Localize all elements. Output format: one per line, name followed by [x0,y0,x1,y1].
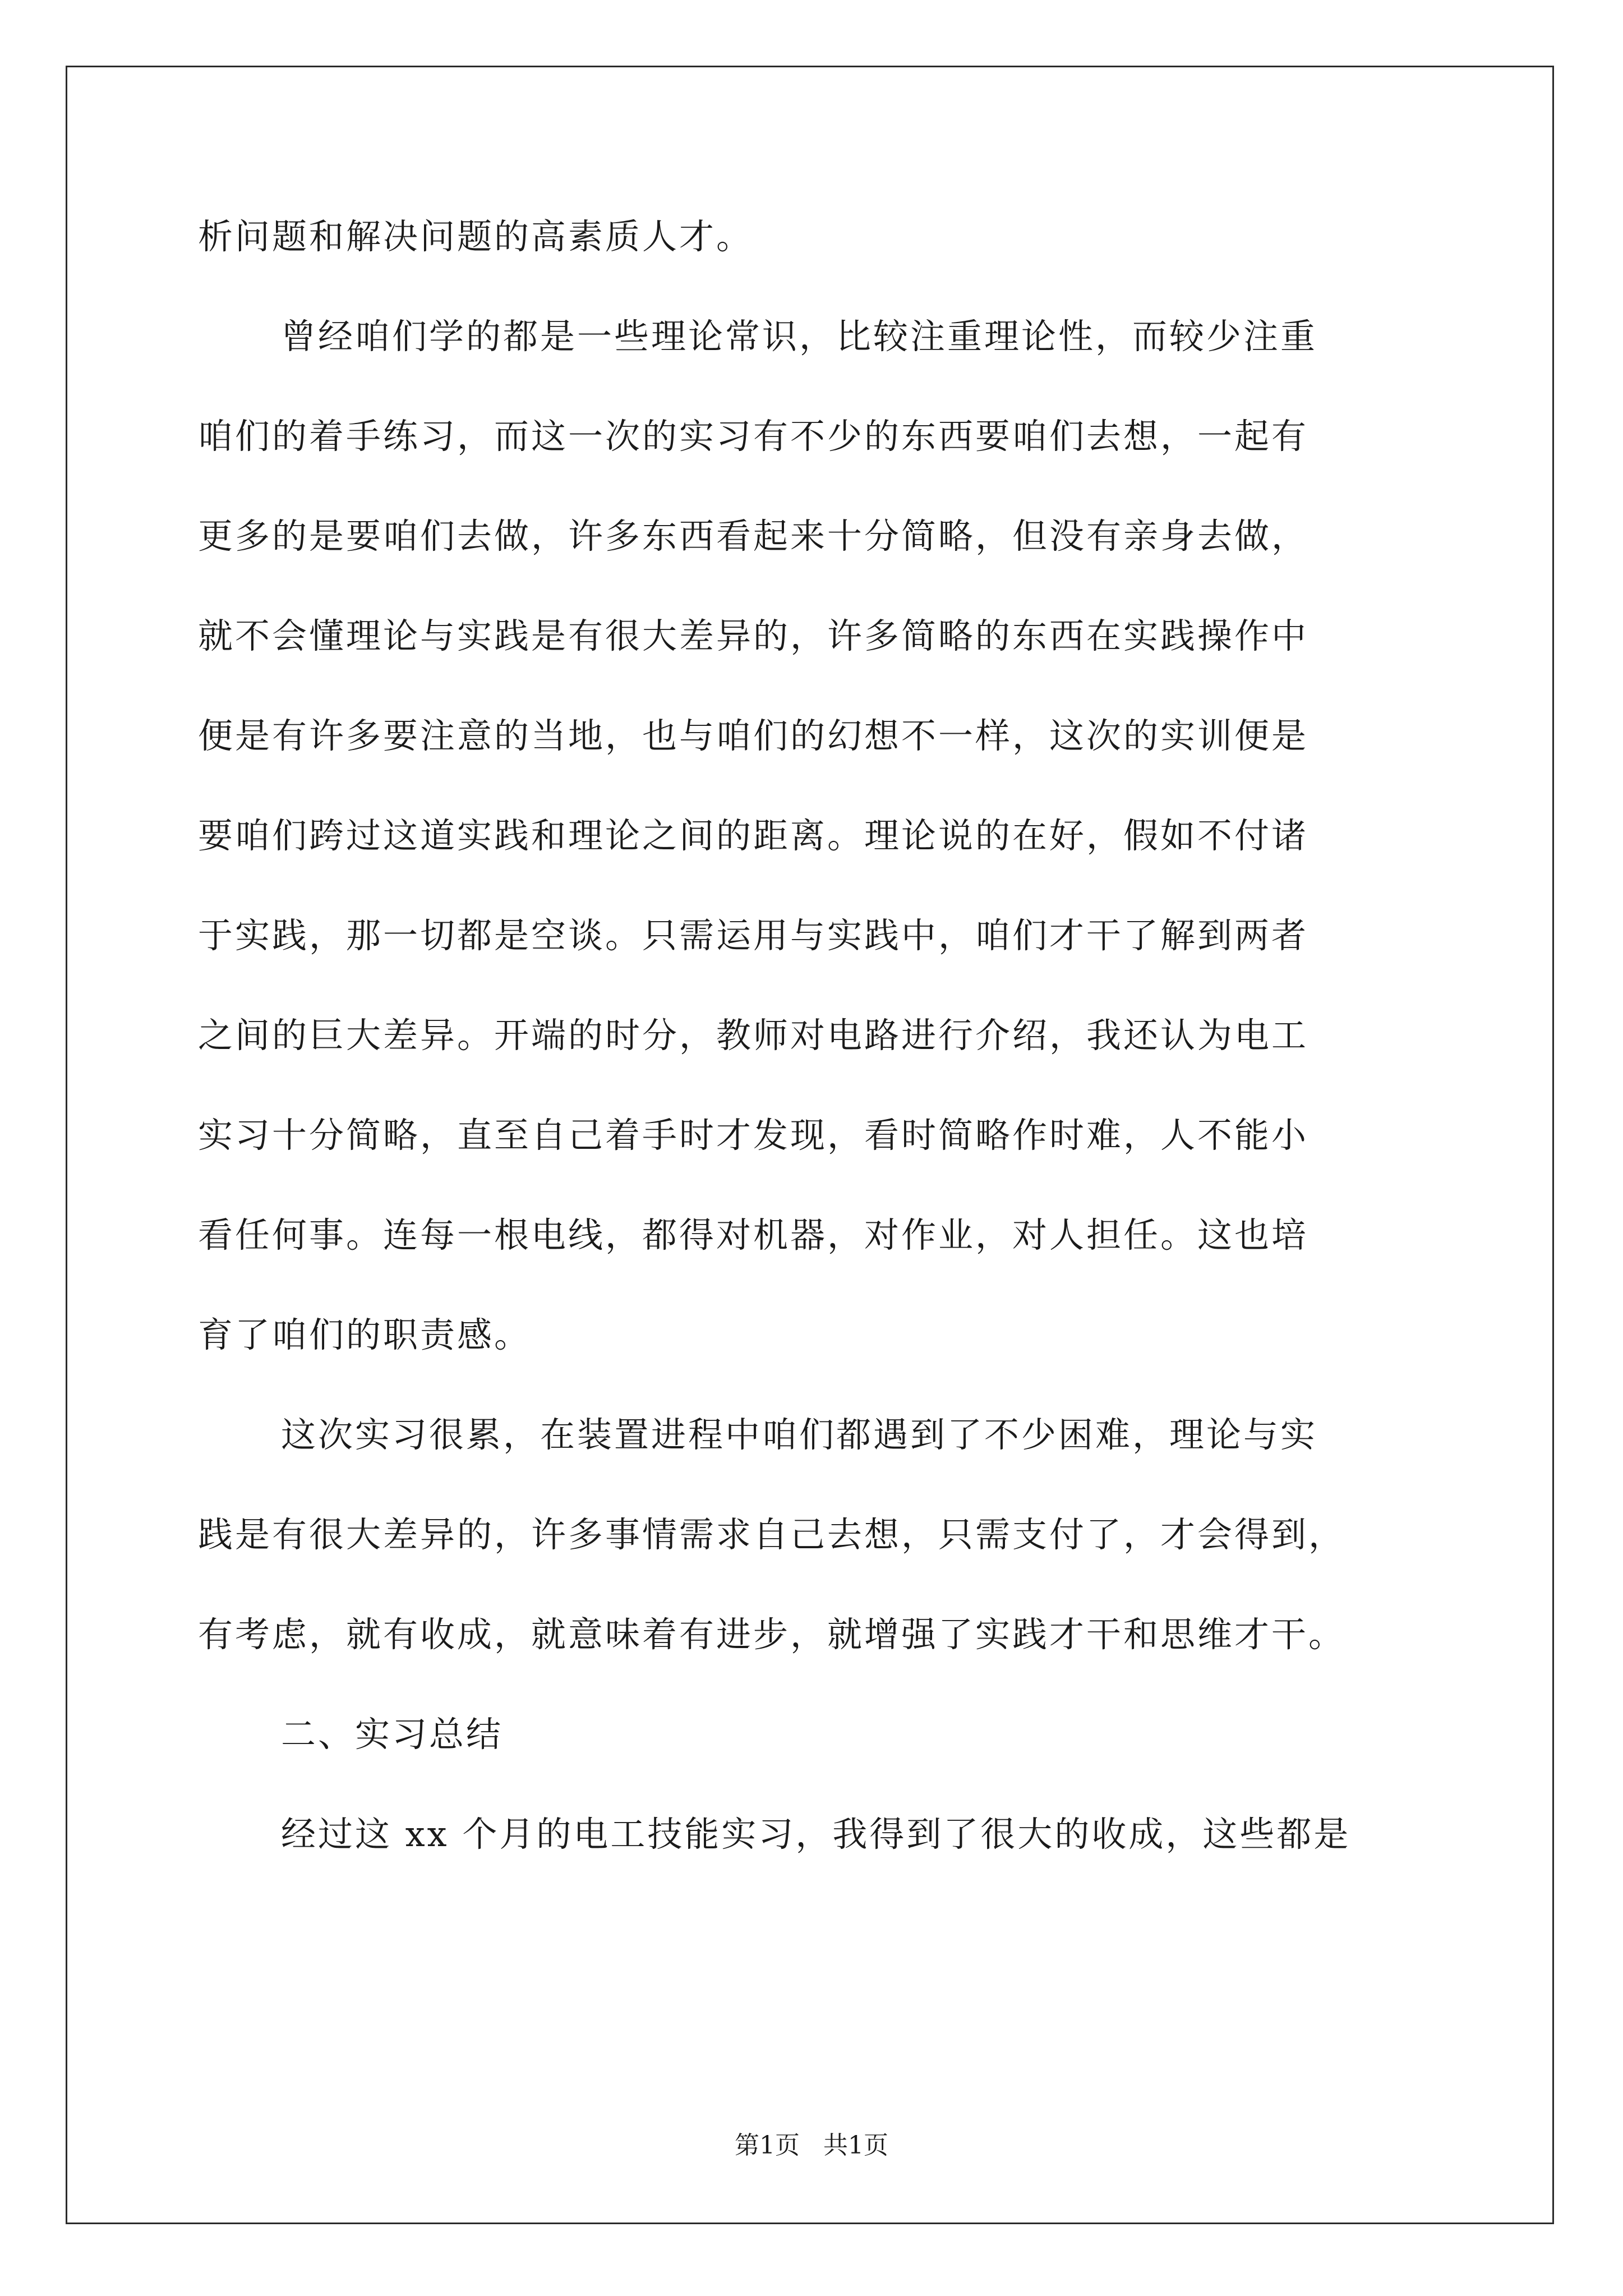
text-line: 于实践，那一切都是空谈。只需运用与实践中，咱们才干了解到两者 [198,915,1309,956]
text-line: 之间的巨大差异。开端的时分，教师对电路进行介绍，我还认为电工 [198,1015,1309,1056]
document-body [198,209,1426,1906]
text-line: 经过这 xx 个月的电工技能实习，我得到了很大的收成，这些都是 [281,1814,1351,1855]
text-line: 实习十分简略，直至自己着手时才发现，看时简略作时难，人不能小 [198,1115,1309,1156]
section-heading: 二、实习总结 [281,1714,504,1755]
text-line: 就不会懂理论与实践是有很大差异的，许多简略的东西在实践操作中 [198,615,1309,656]
text-line: 咱们的着手练习，而这一次的实习有不少的东西要咱们去想，一起有 [198,416,1309,457]
text-line: 析问题和解决问题的高素质人才。 [198,216,754,257]
text-line: 这次实习很累，在装置进程中咱们都遇到了不少困难，理论与实 [281,1414,1318,1455]
page-footer: 第1页 共1页 [735,2131,888,2160]
text-line: 看任何事。连每一根电线，都得对机器，对作业，对人担任。这也培 [198,1214,1309,1255]
text-line: 便是有许多要注意的当地，也与咱们的幻想不一样，这次的实训便是 [198,715,1309,756]
text-line: 要咱们跨过这道实践和理论之间的距离。理论说的在好，假如不付诸 [198,815,1309,856]
text-line: 曾经咱们学的都是一些理论常识，比较注重理论性，而较少注重 [281,316,1318,357]
text-line: 更多的是要咱们去做，许多东西看起来十分简略，但没有亲身去做， [198,516,1309,556]
text-line: 有考虑，就有收成，就意味着有进步，就增强了实践才干和思维才干。 [198,1614,1346,1655]
text-line: 育了咱们的职责感。 [198,1314,532,1355]
text-line: 践是有很大差异的，许多事情需求自己去想，只需支付了，才会得到， [198,1514,1346,1555]
